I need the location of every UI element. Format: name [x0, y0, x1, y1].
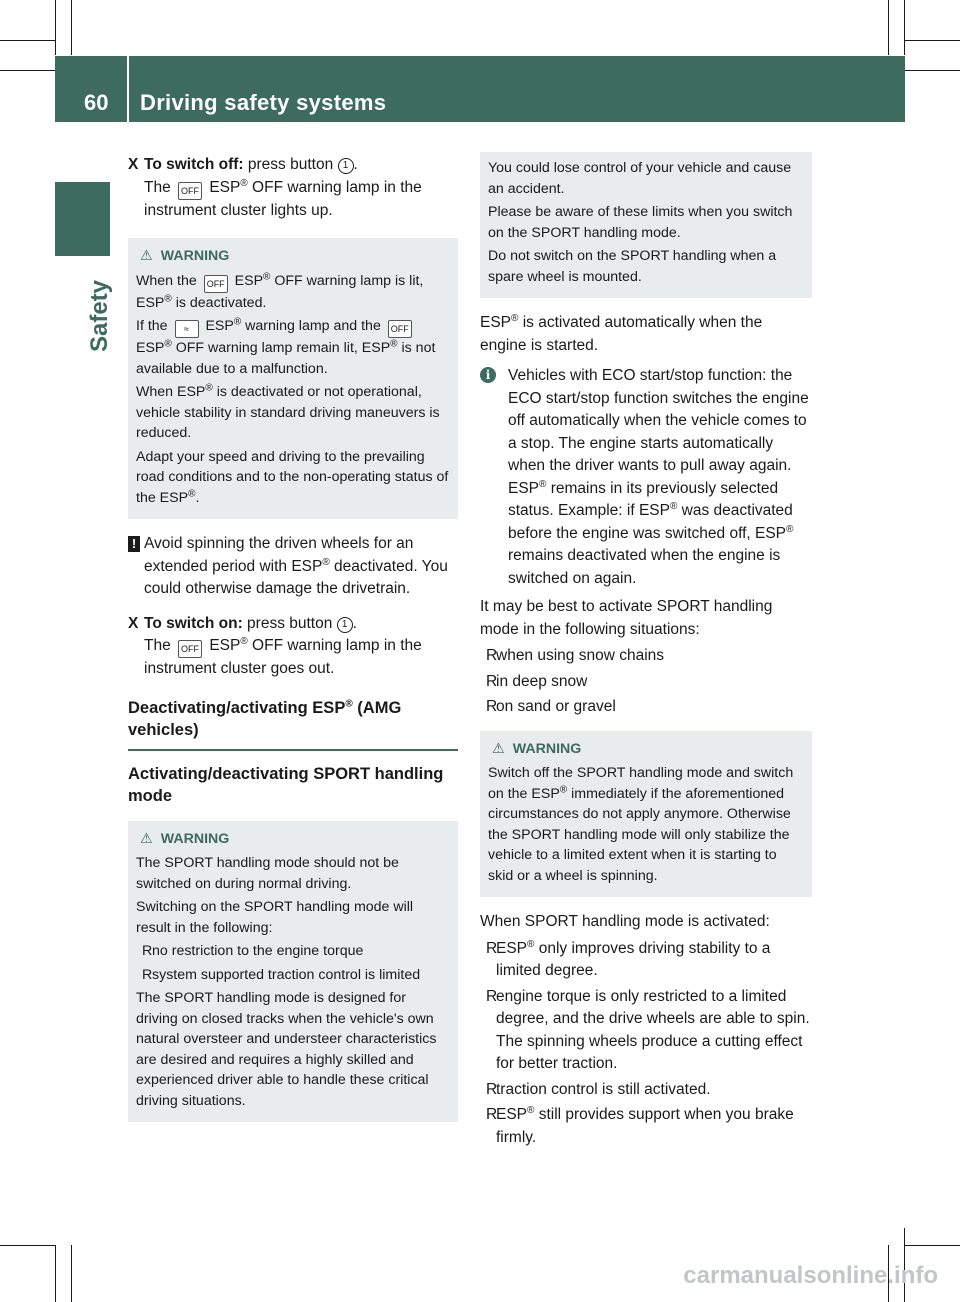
esp-off-icon: OFF — [178, 182, 202, 200]
step-label: To switch off: — [144, 156, 244, 173]
switch-on-step: X To switch on: press button 1 . The OFF ESP® OFF warning lamp in the instrument cluster goes out. — [128, 614, 422, 677]
warning-box: ⚠ WARNING The SPORT handling mode should not be switched on during normal driving. Switching on the SPORT handling mode will result in the following: R no restriction to the engine torque R system supported traction control is limited The SPORT handling mode is designed for driving on closed tracks when the vehicle's own natural oversteer and understeer characteristics are desired and requires a highly skilled and experienced driver able to handle these critical driving situations. — [128, 821, 458, 1123]
crop-mark — [71, 1245, 72, 1302]
heading-rule — [128, 749, 458, 751]
warning-heading: ⚠ WARNING — [136, 246, 450, 267]
crop-mark — [905, 1245, 960, 1246]
warning-box: ⚠ WARNING When the OFF ESP® OFF warning lamp is lit, ESP® is deactivated. If the ≈ ESP® warning lamp and the OFF ESP® OFF warning lamp remain lit, ESP® is not available due to a malfunction. When ESP® is deactivated or not operational, vehicle stability in standard driving maneuvers is reduced. Adapt your speed and driving to the prevailing road conditions and to the non-operating status of the ESP®. — [128, 238, 458, 519]
list-item: R on sand or gravel — [486, 698, 616, 715]
switch-off-step: X To switch off: press button 1 . The OFF ESP® OFF warning lamp in the instrument cluster lights up. — [128, 156, 422, 219]
list-item: R ESP® still provides support when you brake firmly. — [486, 1104, 794, 1146]
list-item: R system supported traction control is limited — [142, 966, 421, 983]
list-item: R engine torque is only restricted to a limited degree, and the drive wheels are able to spin. The spinning wheels produce a cutting effect for better traction. — [486, 987, 810, 1072]
crop-mark — [0, 40, 55, 41]
watermark: carmanualsonline.info — [683, 1262, 938, 1289]
side-tab — [55, 182, 110, 256]
note: ! Avoid spinning the driven wheels for an extended period with ESP® deactivated. You could otherwise damage the drivetrain. — [128, 533, 458, 601]
warning-triangle-icon: ⚠ — [140, 248, 153, 264]
crop-mark — [55, 0, 56, 55]
button-1-icon: 1 — [338, 158, 354, 174]
crop-mark — [888, 0, 889, 55]
heading-amg: Deactivating/activating ESP® (AMG vehicles) — [128, 698, 402, 739]
step-label: To switch on: — [144, 614, 243, 632]
info-icon: i — [480, 367, 496, 383]
arrow-icon: X — [128, 614, 139, 632]
warning-triangle-icon: ⚠ — [140, 830, 153, 847]
caution-mark-icon: ! — [128, 536, 140, 552]
list-item: R in deep snow — [486, 672, 588, 690]
warning-heading: ⚠ WARNING — [136, 829, 450, 850]
list-item: R no restriction to the engine torque — [142, 943, 364, 959]
crop-mark — [55, 1245, 56, 1302]
crop-mark — [0, 1245, 55, 1246]
left-column — [128, 154, 458, 1122]
warning-triangle-icon: ⚠ — [492, 740, 505, 757]
crop-mark — [0, 70, 55, 71]
heading-sport: Activating/deactivating SPORT handling mode — [128, 764, 444, 805]
button-1-icon: 1 — [337, 617, 353, 633]
header-divider — [127, 56, 129, 122]
page-number: 60 — [84, 90, 109, 115]
list-item: R traction control is still activated. — [486, 1080, 711, 1098]
list-item: R ESP® only improves driving stability to a limited degree. — [486, 938, 771, 979]
esp-off-icon: OFF — [204, 275, 228, 293]
esp-off-icon: OFF — [178, 640, 202, 658]
esp-off-icon: OFF — [388, 320, 412, 338]
crop-mark — [905, 40, 960, 41]
crop-mark — [905, 70, 960, 71]
warning-box-continued: You could lose control of your vehicle and cause an accident. Please be aware of these limits when you switch on the SPORT handling mode. Do not switch on the SPORT handling when a spare wheel is mounted. — [480, 152, 812, 298]
warning-box: ⚠ WARNING Switch off the SPORT handling mode and switch on the ESP® immediately if the aforementioned circumstances do not apply anymore. Otherwise the SPORT handling mode will only stabilize the vehicle to a limited extent when it is starting to skid or a wheel is spinning. — [480, 731, 812, 898]
esp-icon: ≈ — [175, 320, 199, 338]
warning-heading: ⚠ WARNING — [488, 739, 804, 760]
side-label: Safety — [86, 279, 113, 352]
list-item: R when using snow chains — [486, 647, 665, 664]
crop-mark — [71, 0, 72, 55]
info-note: i Vehicles with ECO start/stop function: the ECO start/stop function switches the engine off automatically when the vehicle comes to a stop. The engine starts automatically when the driver wants to pull away again. ESP® remains in its previously selected status. Example: if ESP® was deactivated before the engine was switched off, ESP® remains deactivated when the engine is switched on again. — [480, 365, 812, 590]
right-column: You could lose control of your vehicle and cause an accident. Please be aware of these limits when you switch on the SPORT handling mode. Do not switch on the SPORT handling when a spare wheel is mounted. ESP® is activated automatically when the engine is started. i Vehicles with ECO start/stop function: the ECO start/stop function switches the engine off automatically when the vehicle comes to a stop. The engine starts automatically when the driver wants to pull away again. ESP® remains in its previously selected status. Example: if ESP® was deactivated before the engine was switched off, ESP® remains deactivated when the engine is switched on again. It may be best to activate SPORT handling mode in the following situations: R when using snow chains R in deep snow R on sand or gravel ⚠ WARNING Switch off the SPORT handling mode and switch on the ESP® immediately if the aforementioned circumstances do not apply anymore. Otherwise the SPORT handling mode will only stabilize the vehicle to a limited extent when it is starting to skid or a wheel is spinning. When SPORT handling mode is activated: R ESP® only improves driving stability to a limited degree. R engine torque is only restricted to a limited degree, and the drive wheels are able to spin. The spinning wheels produce a cutting effect for better traction. R traction control is still activated. R ESP® still provides support when you brake firmly. — [480, 152, 812, 1149]
section-title: Driving safety systems — [140, 90, 387, 115]
crop-mark — [904, 0, 905, 55]
arrow-icon: X — [128, 156, 139, 173]
